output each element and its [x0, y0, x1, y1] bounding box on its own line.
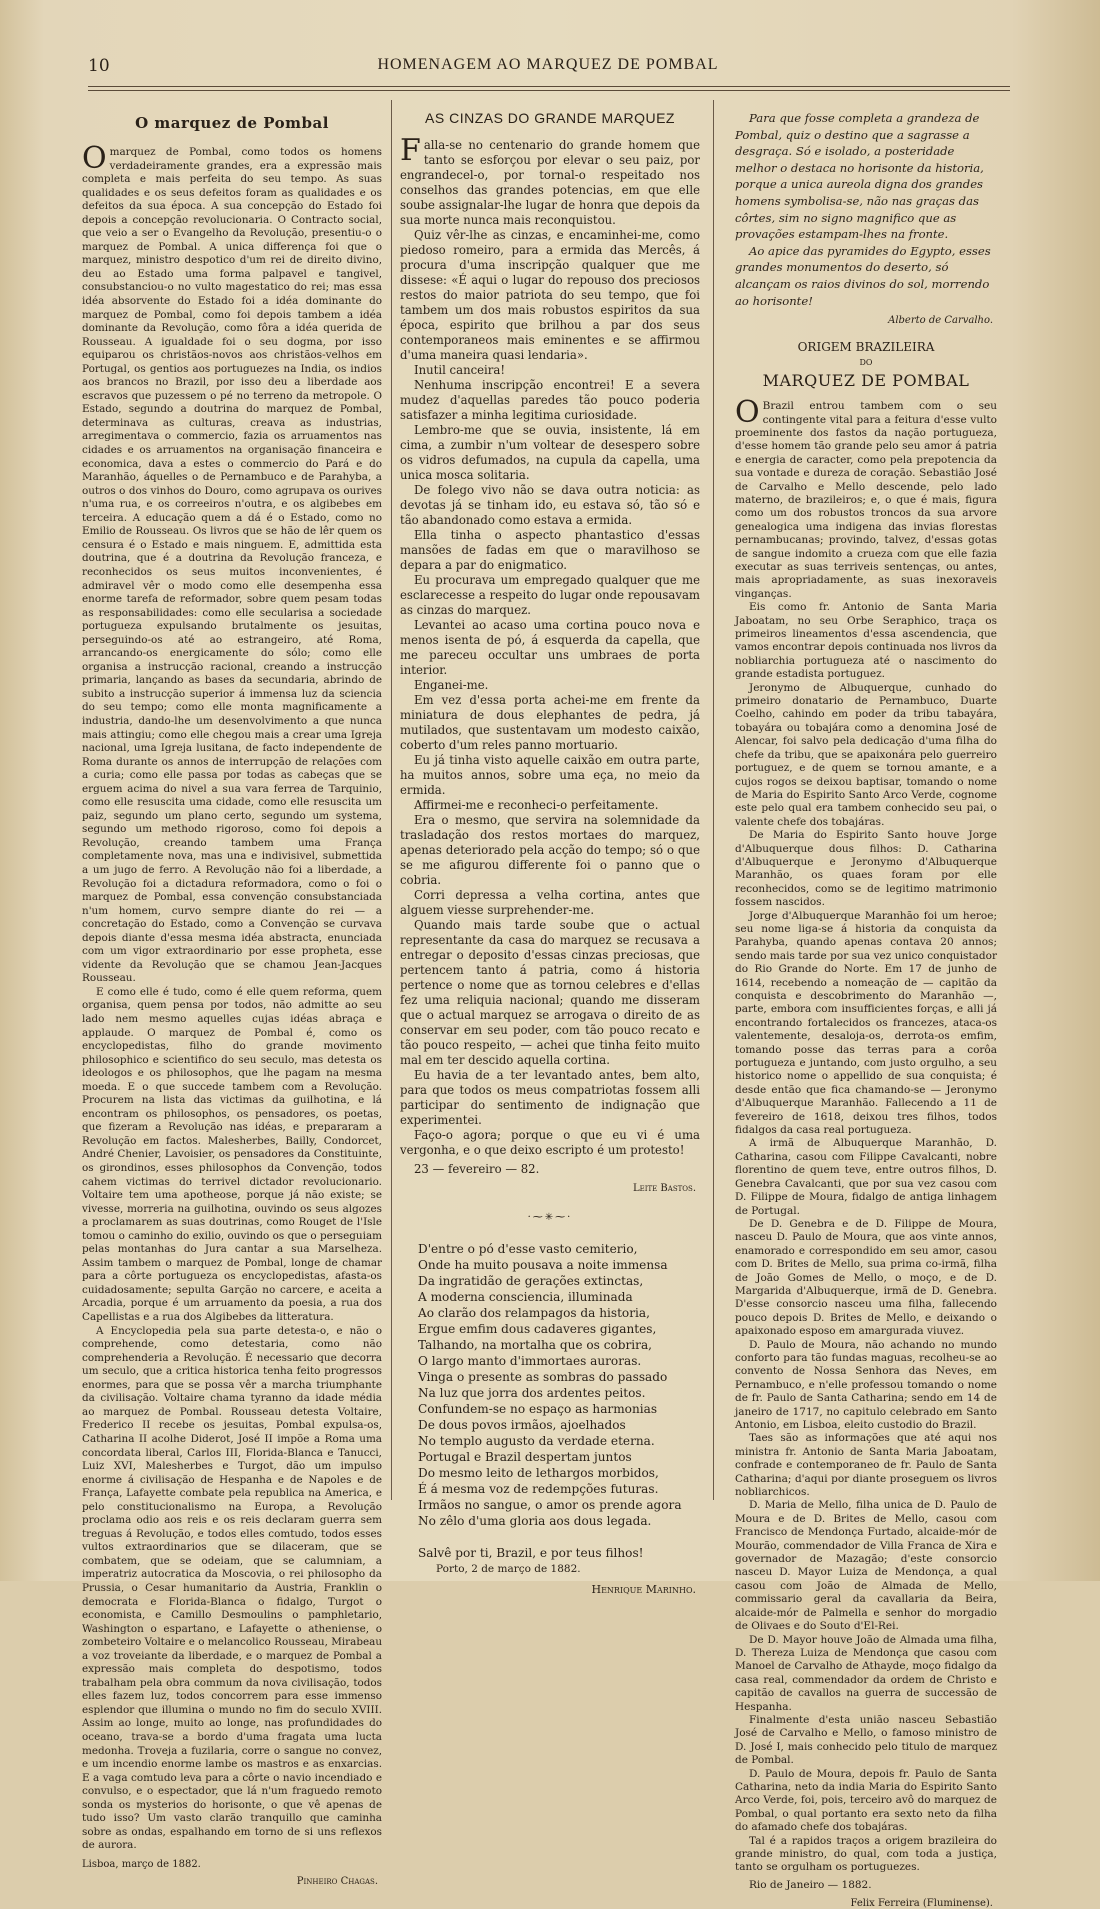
header-rule: [88, 86, 1010, 87]
article-paragraph: Finalmente d'esta união nasceu Sebastião José de Carvalho e Mello, o famoso ministro de D. José I, mais conhecido pelo titulo de marquez de Pombal.: [735, 1713, 997, 1767]
article-paragraph: Era o mesmo, que servira na solemnidade da trasladação dos restos mortaes do marquez, apenas deteriorado pela acção do tempo; só o que se me afigurou differente foi o panno que o cobria.: [400, 813, 700, 887]
article-paragraph: Falla-se no centenario do grande homem que tanto se esforçou por elevar o seu paiz, por engrandecel-o, por tornal-o respeitado nos conselhos das grandes potencias, em que elle soube assignalar-lhe lugar de honra que depois da sua morte nunca mais reconquistou.: [400, 133, 700, 227]
article-place-date: Lisboa, março de 1882.: [82, 1858, 201, 1870]
article-paragraph: De D. Mayor houve João de Almada uma filha, D. Thereza Luiza de Mendonça que casou com Manoel de Carvalho de Athayde, moço fidalgo da casa real, commendador da ordem de Christo e capitão de cavallos na guerra de successão de Hespanha.: [735, 1633, 997, 1713]
poem-line: No zêlo d'uma gloria aos dous legada.: [418, 1514, 652, 1528]
section-ornament: ·⁓✳⁓·: [527, 1212, 573, 1223]
poem-line: Portugal e Brazil despertam juntos: [418, 1450, 632, 1464]
article-paragraph: Affirmei-me e reconheci-o perfeitamente.: [414, 798, 659, 812]
article-kicker: ORIGEM BRAZILEIRA: [797, 340, 935, 355]
poem: [400, 1241, 700, 1596]
poem-line: Da ingratidão de gerações extinctas,: [418, 1274, 644, 1288]
poem-line: É á mesma voz de redempções futuras.: [418, 1482, 659, 1496]
page-title: HOMENAGEM AO MARQUEZ DE POMBAL: [377, 56, 719, 73]
article-title: AS CINZAS DO GRANDE MARQUEZ: [425, 110, 675, 126]
poem-signature: Henrique Marinho.: [591, 1583, 696, 1596]
article-paragraph: Levantei ao acaso uma cortina pouco nova e menos isenta de pó, á esquerda da capella, que me pareceu occultar uns umbraes de porta interior.: [400, 618, 700, 677]
poem-line: Talhando, na mortalha que os cobrira,: [418, 1338, 653, 1352]
article-paragraph: Quando mais tarde soube que o actual representante da casa do marquez se recusava a entregar o deposito d'essas cinzas preciosas, que pertencem tanto á patria, como á historia pertence o nome que as tornou celebres e d'ellas fez uma reliquia nacional; quando me disseram que o actual marquez se arrogava o direito de as conservar em seu poder, com tão pouco recato e tão pouco respeito, — achei que tinha feito muito mal em ter descido aquella cortina.: [400, 918, 700, 1067]
article-date: 23 — fevereiro — 82.: [414, 1162, 540, 1176]
article-paragraph: Lembro-me que se ouvia, insistente, lá em cima, a zumbir n'um voltear de desespero sobre os vidros defumados, na cupula da capella, uma unica mosca solitaria.: [400, 423, 700, 482]
article-paragraph: Faço-o agora; porque o que eu vi é uma vergonha, e o que deixo escripto é um protesto!: [400, 1128, 700, 1157]
poem-line: Na luz que jorra dos ardentes peitos.: [418, 1386, 646, 1400]
poem-line: Ao clarão dos relampagos da historia,: [418, 1306, 650, 1320]
poem-line: A moderna consciencia, illuminada: [418, 1290, 633, 1304]
article-paragraph: De folego vivo não se dava outra noticia: as devotas já se tinham ido, eu estava só, tão só e tão abandonado como estava a ermida.: [400, 483, 700, 527]
article-signature: Leite Bastos.: [632, 1183, 696, 1194]
poem-final-line: Salvê por ti, Brazil, e por teus filhos!: [418, 1546, 644, 1560]
article-paragraph: D. Paulo de Moura, depois fr. Paulo de Santa Catharina, neto da india Maria do Espirito Santo Arco Verde, foi, pois, terceiro avô do marquez de Pombal, o qual portanto era sexto neto da filha do afamado chefe dos tobajáras.: [735, 1767, 997, 1834]
column-origem-article: [735, 110, 997, 1909]
article-paragraph: Eu já tinha visto aquelle caixão em outra parte, ha muitos annos, sobre uma eça, no meio da ermida.: [400, 753, 700, 797]
poem-line: Irmãos no sangue, o amor os prende agora: [418, 1498, 682, 1512]
epigraph-paragraph: Para que fosse completa a grandeza de Pombal, quiz o destino que a sagrasse a desgraça. Só e isolado, a posteridade melhor o destaca no horisonte da historia, porque a unica aureola digna dos grandes homens symbolisa-se, não nas graças das côrtes, sim no signo magnifico que as provações estampam-lhes na fronte.: [735, 111, 984, 242]
article-paragraph: Ella tinha o aspecto phantastico d'essas mansões de fadas em que o maravilhoso se depara a par do enigmatico.: [400, 528, 700, 572]
page-header: [88, 56, 1008, 82]
article-paragraph: A Encyclopedia pela sua parte detesta-o, e não o comprehende, como detestaria, como não comprehenderia a Revolução. É necessario que decorra um seculo, que a critica historica tenha feito progressos enormes, para que se possa vêr a marcha triumphante da civilisação. Voltaire chama tyranno da idade média ao marquez de Pombal. Rousseau detesta Voltaire, Frederico II recebe os jesuitas, Pombal expulsa-os, Catharina II acolhe Diderot, José II impõe a Roma uma concordata liberal, Carlos III, Florida-Blanca e Tanucci, Luiz XVI, Malesherbes e Turgot, dão um impulso enorme á civilisação de Hespanha e de Napoles e de França, Lafayette combate pela republica na America, e pelo constitucionalismo na Europa, a Revolução proclama odio aos reis e os reis declaram guerra sem treguas á Revolução, e todos elles comtudo, todos esses vultos extraordinarios que se dilaceram, que se combatem, que se odeiam, que se calumniam, a imperatriz autocratica da Moscovia, o rei philosopho da Prussia, o Cesar humanitario da Austria, Franklin o democrata e Florida-Blanca o fidalgo, Turgot o economista, e Camillo Desmoulins o pamphletario, Washington o espartano, e Lafayette o atheniense, o zombeteiro Voltaire e o melancolico Rousseau, Mirabeau a voz troveiante da liberdade, e o marquez de Pombal a expressão mais completa do despotismo, todos trabalham pela obra commum da nova civilisação, todos elles fazem luz, todos concorrem para esse immenso esplendor que illumina o mundo no fim do seculo XVIII. Assim ao longe, muito ao longe, nas profundidades do oceano, trava-se a bordo d'uma fragata uma lucta medonha. Troveja a fuzilaria, corre o sangue no convez, e um incendio enorme lambe os mastros e as enxarcias. E a vaga comtudo leva para a côrte o navio incendiado e convulso, e o espectador, que lá n'um fraguedo remoto sonda os mysterios do horisonte, o que vê apenas de tudo isso? Um vasto clarão tranquillo que caminha sobre as ondas, espalhando em torno de si uns reflexos de aurora.: [82, 1324, 383, 1852]
article-paragraph: Eu procurava um empregado qualquer que me esclarecesse a respeito do lugar onde repousavam as cinzas do marquez.: [400, 573, 700, 617]
article-signature: Felix Ferreira (Fluminense).: [850, 1898, 993, 1909]
poem-line: Confundem-se no espaço as harmonias: [418, 1402, 658, 1416]
poem-place-date: Porto, 2 de março de 1882.: [436, 1563, 581, 1575]
article-paragraph: Enganei-me.: [414, 678, 489, 692]
article-paragraph: Tal é a rapidos traços a origem brazileira do grande ministro, do qual, com toda a justiça, tanto se orgulham os portuguezes.: [735, 1834, 997, 1874]
poem-line: Onde ha muito pousava a noite immensa: [418, 1258, 668, 1272]
poem-line: No templo augusto da verdade eterna.: [418, 1434, 655, 1448]
poem-line: Ergue emfim dous cadaveres gigantes,: [418, 1322, 657, 1336]
epigraph-paragraph: Ao apice das pyramides do Egypto, esses grandes monumentos do deserto, só alcançam os raios divinos do sol, morrendo ao horisonte!: [735, 243, 991, 308]
article-title: O marquez de Pombal: [135, 114, 329, 132]
article-title: MARQUEZ DE POMBAL: [762, 371, 970, 391]
article-paragraph: Jorge d'Albuquerque Maranhão foi um heroe; seu nome liga-se á historia da conquista da Parahyba, quando apenas contava 20 annos; sendo mais tarde por sua vez unico conquistador do Rio Grande do Norte. Em 17 de junho de 1614, recebendo a nomeação de — capitão da conquista e descobrimento do Maranhão —, parte, embora com insufficientes forças, e alli já encontrando fortalecidos os francezes, ataca-os valentemente, desaloja-os, derrota-os emfim, tomando posse das terras para a corôa portugueza e juntando, com justo orgulho, a seu historico nome o appellido de sua conquista; é desde então que fica chamando-se — Jeronymo d'Albuquerque Maranhão. Fallecendo a 11 de fevereiro de 1618, deixou tres filhos, todos fidalgos da casa real portugueza.: [735, 909, 997, 1137]
article-paragraph: A irmã de Albuquerque Maranhão, D. Catharina, casou com Filippe Cavalcanti, nobre florentino de quem teve, entre outros filhos, D. Genebra Cavalcanti, que por sua vez casou com D. Filippe de Moura, fidalgo de antiga linhagem de Portugal.: [735, 1137, 997, 1217]
article-paragraph: D. Paulo de Moura, não achando no mundo conforto para tão fundas maguas, recolheu-se ao convento de Nossa Senhora das Neves, em Pernambuco, e n'elle professou tomando o nome de fr. Paulo de Santa Catharina; sendo em 14 de janeiro de 1717, no capitulo celebrado em Santo Antonio, em Lisboa, eleito custodio do Brazil.: [735, 1338, 997, 1431]
article-paragraph: Jeronymo de Albuquerque, cunhado do primeiro donatario de Pernambuco, Duarte Coelho, cahindo em poder da tribu tabayára, tobayára ou tobajára como a denomina José de Alencar, foi salvo pela dedicação d'uma filha do chefe da tribu, que se apaixonára pelo guerreiro portuguez, e de quem se tornou amante, e a cujos rogos se deixou baptisar, tomando o nome de Maria do Espirito Santo Arco Verde, cognome este pelo qual era tambem conhecido seu pai, o valente chefe dos tobajáras.: [735, 681, 997, 828]
epigraph-signature: Alberto de Carvalho.: [888, 315, 993, 327]
article-paragraph: Taes são as informações que até aqui nos ministra fr. Antonio de Santa Maria Jaboatam, confrade e contemporaneo de fr. Paulo de Santa Catharina; d'aqui por diante proseguem os livros nobliarchicos.: [735, 1432, 997, 1499]
article-kicker-connector: DO: [859, 358, 873, 368]
article-paragraph: Inutil canceira!: [414, 363, 506, 377]
poem-line: Vinga o presente as sombras do passado: [418, 1370, 668, 1384]
article-paragraph: Em vez d'essa porta achei-me em frente da miniatura de dous elephantes de pedra, já mutilados, que sustentavam um modesto caixão, coberto d'um reles panno mortuario.: [400, 693, 700, 752]
poem-line: De dous povos irmãos, ajoelhados: [418, 1418, 626, 1432]
poem-line: O largo manto d'immortaes auroras.: [418, 1354, 642, 1368]
article-paragraph: Nenhuma inscripção encontrei! E a severa mudez d'aquellas paredes tão pouco poderia satisfazer a minha legitima curiosidade.: [400, 378, 700, 422]
article-paragraph: De Maria do Espirito Santo houve Jorge d'Albuquerque dous filhos: D. Catharina d'Albuquerque e Jeronymo d'Albuquerque Maranhão, os quaes foram por elle reconhecidos, como se de legitimo matrimonio fossem nascidos.: [735, 829, 997, 909]
poem-line: Do mesmo leito de lethargos morbidos,: [418, 1466, 659, 1480]
article-paragraph: E como elle é tudo, como é elle quem reforma, quem organisa, quem pensa por todos, não admitte ao seu lado nem mesmo aquelles cujas idéas abraça e applaude. O marquez de Pombal é, como os encyclopedistas, filho do grande movimento philosophico e scientifico do seu seculo, mas detesta os ideologos e os philosophos, que lhe pagam na mesma moeda. E o que succede tambem com a Revolução. Procurem na lista das victimas da guilhotina, e lá encontram os philosophos, os pensadores, os poetas, que fizeram a Revolução nas idéas, e prepararam a Revolução em factos. Malesherbes, Bailly, Condorcet, André Chenier, Lavoisier, os pensadores da Constituinte, os girondinos, esses philosophos da Convenção, todos cahem victimas do terrivel dictador revolucionario. Voltaire tem uma apotheose, porque já não existe; se vivesse, morreria na guilhotina, ouvindo os seus algozes a proclamarem as suas doutrinas, como Rouget de l'Isle tomou o caminho do exilio, ouvindo os que o perseguiam pelas montanhas do Jura cantar a sua Marselheza. Assim tambem o marquez de Pombal, longe de chamar para a côrte portugueza os encyclopedistas, afasta-os cuidadosamente; sepulta Garção no carcere, e aceita a Arcadia, porque é um arruamento da poesia, a rua dos Capellistas e a rua dos Algibebes da litteratura.: [82, 985, 382, 1324]
article-paragraph: Eu havia de a ter levantado antes, bem alto, para que todos os meus compatriotas fossem alli participar do sentimento de indignação que experimentei.: [400, 1068, 700, 1127]
column-divider-2: [713, 100, 714, 1500]
article-paragraph: OBrazil entrou tambem com o seu contingente vital para a feitura d'esse vulto proeminente dos fastos da nação portugueza, d'esse homem tão grande pelo seu amor á patria e energia de caracter, como pela prepotencia da sua vontade e dureza de coração. Sebastião José de Carvalho e Mello descende, pelo lado materno, de brazileiros; e, o que é mais, figura como um dos robustos troncos da sua arvore genealogica uma indigena das invias florestas pernambucanas; provindo, talvez, d'essas gotas de sangue indomito a crueza com que elle fazia executar as suas terriveis sentenças, ou antes, mais apropriadamente, as suas inexoraveis vinganças.: [735, 395, 997, 600]
poem-line: D'entre o pó d'esse vasto cemiterio,: [418, 1242, 638, 1256]
column-cinzas-article: [400, 110, 700, 1596]
article-paragraph: Quiz vêr-lhe as cinzas, e encaminhei-me, como piedoso romeiro, para a ermida das Mercês, á procura d'uma inscripção qualquer que me dissese: «É aqui o lugar do repouso dos preciosos restos do maior patriota do seu tempo, que foi tambem um dos mais robustos espiritos da sua época, espirito que brilhou a par dos seus contemporaneos mais eminentes e se affirmou d'uma maneira quasi lendaria».: [400, 228, 700, 362]
article-paragraph: Omarquez de Pombal, como todos os homens verdadeiramente grandes, era a expressão mais completa e mais perfeita do seu tempo. As suas qualidades e os seus defeitos foram as qualidades e os defeitos da sua época. A sua concepção do Estado foi depois a concepção revolucionaria. O Contracto social, que veio a ser o Evangelho da Revolução, presentiu-o o marquez de Pombal. A unica differença foi que o marquez, ministro despotico d'um rei de direito divino, deu ao Estado uma forma palpavel e tangivel, consubstanciou-o no vulto magestatico do rei; mas essa idéa absorvente do Estado foi a idéa dominante do marquez de Pombal, como foi depois tambem a idéa dominante da Revolução, como fôra a idéa querida de Rousseau. A igualdade foi o seu dogma, por isso equiparou os christãos-novos aos christãos-velhos em Portugal, os gentios aos portuguezes na India, os indios aos brancos no Brazil, por isso deu a liberdade aos escravos que puzessem o pé no terreno da metropole. O Estado, segundo a doutrina do marquez de Pombal, determinava as culturas, creava as industrias, arregimentava o commercio, fazia os arruamentos nas cidades e os arruamentos na organisação financeira e economica, dava a estes o commercio do Pará e do Maranhão, áquelles o de Pernambuco e de Parahyba, a outros o dos vinhos do Douro, como agrupava os ourives n'uma rua, e os correeiros n'outra, e os algibebes em terceira. A educação quem a dá é o Estado, como no Emilio de Rousseau. Os livros que se hão de lêr quem os censura é o Estado e mais ninguem. E, admittida esta doutrina, que é a doutrina da Revolução franceza, e reconhecidos os seus muitos inconvenientes, é admiravel vêr o modo como elle desempenha essa enorme tarefa de reformador, sobre quem pesam todas as responsabilidades: como elle secularisa a sociedade portugueza expulsando brutalmente os jesuitas, perseguindo-os até ao estrangeiro, até Roma, arrancando-os energicamente do sólo; como elle organisa a instrucção racional, creando a instrucção primaria, lançando as bases da secundaria, abrindo de subito a instrucção superior á immensa luz da sciencia do seu tempo; como elle monta magnificamente a industria, dando-lhe um desenvolvimento a que nunca mais attingiu; como elle chegou mais a crear uma Igreja nacional, uma Igreja lusitana, de facto independente de Roma durante os annos de interrupção de relações com a curia; como elle passa por todas as cabeças que se erguem acima do nivel a sua vara ferrea de Tarquinio, como elle resuscita uma cidade, como elle resuscita um paiz, segundo um plano certo, segundo um systema, segundo um methodo rigoroso, como foi depois a Revolução, creando tambem uma França completamente nova, mas una e indivisivel, submettida a um jugo de ferro. A Revolução não foi a liberdade, a Revolução foi a dictadura reformadora, como o foi o marquez de Pombal, essa convenção consubstanciada n'um homem, curvo sempre diante do rei — a concretação do Estado, como a Convenção se curvava depois diante d'essa mesma idéa abstracta, enunciada com um vigor extraordinario por esse propheta, esse vidente da Revolução que se chamou Jean-Jacques Rousseau.: [82, 141, 382, 985]
article-paragraph: D. Maria de Mello, filha unica de D. Paulo de Moura e de D. Brites de Mello, casou com Francisco de Mendonça Furtado, alcaide-mór de Mourão, commendador de Villa Franca de Xira e governador de Mazagão; d'este consorcio nasceu D. Mayor Luiza de Mendonça, a qual casou com João de Almada de Mello, commissario geral da cavallaria da Beira, alcaide-mór de Palmella e senhor do morgadio de Olivaes e do Souto d'El-Rei.: [735, 1499, 997, 1633]
article-paragraph: Eis como fr. Antonio de Santa Maria Jaboatam, no seu Orbe Seraphico, traça os primeiros lineamentos d'essa ascendencia, que vamos encontrar depois continuada nos livros da nobliarchia portugueza até o nascimento do grande estadista portuguez.: [735, 601, 997, 681]
article-signature: Pinheiro Chagas.: [296, 1875, 378, 1887]
article-paragraph: Corri depressa a velha cortina, antes que alguem viesse surprehender-me.: [400, 888, 700, 917]
column-pombal-article: [82, 110, 383, 1887]
column-divider-1: [391, 100, 392, 1500]
article-place-date: Rio de Janeiro — 1882.: [749, 1878, 872, 1891]
header-rule-double: [88, 90, 1010, 91]
article-paragraph: De D. Genebra e de D. Filippe de Moura, nasceu D. Paulo de Moura, que aos vinte annos, enamorado e correspondido em seu amor, casou com D. Brites de Mello, sua prima co-irmã, filha de João Gomes de Mello, o moço, e de D. Margarida d'Albuquerque, irmã de D. Genebra. D'esse consorcio nasceu uma filha, fallecendo pouco depois D. Brites de Mello, e deixando o apaixonado esposo em amargurada viuvez.: [735, 1217, 997, 1338]
page-number: 10: [88, 56, 110, 76]
